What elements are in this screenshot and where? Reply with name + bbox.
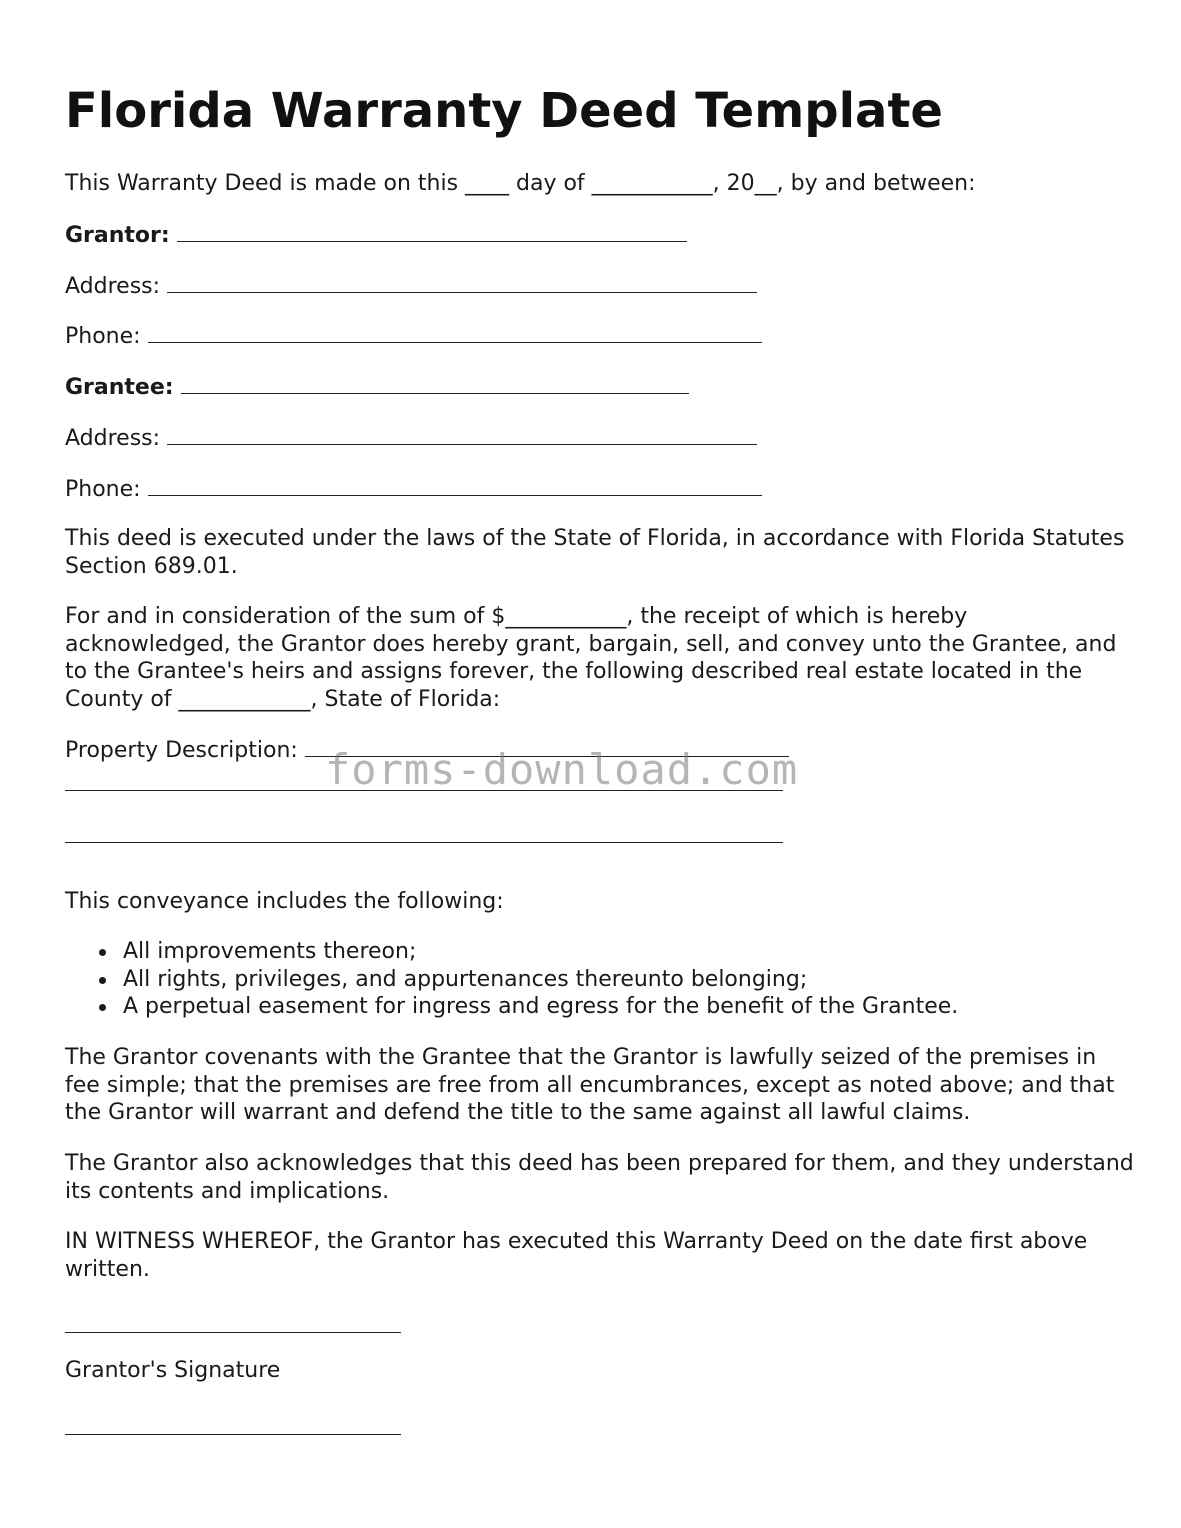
grantee-phone-field[interactable] [148, 475, 762, 496]
intro-line: This Warranty Deed is made on this ____ day of ___________, 20__, by and between: [65, 171, 976, 196]
grantee-name-field[interactable] [181, 373, 689, 394]
grantor-address-label: Address: [65, 274, 161, 299]
acknowledgment-paragraph: The Grantor also acknowledges that this deed has been prepared for them, and they understand its contents and implications. [65, 1151, 1134, 1204]
grantor-signature-field[interactable] [65, 1332, 401, 1333]
consideration-paragraph: For and in consideration of the sum of $___________, the receipt of which is hereby acknowledged, the Grantor does hereby grant, bargain, sell, and convey unto the Grantee, and to the Grantee's heirs and assigns forever, the following described real estate located in the County of ____________, State of Florida: [65, 604, 1117, 712]
bullet-icon [99, 977, 106, 984]
signature-label: Grantor's Signature [65, 1358, 281, 1383]
grantor-address-line [65, 272, 757, 301]
list-item [123, 966, 958, 994]
grantee-line [65, 373, 689, 402]
witness-paragraph: IN WITNESS WHEREOF, the Grantor has executed this Warranty Deed on the date first above written. [65, 1229, 1088, 1282]
grantee-phone-label: Phone: [65, 477, 141, 502]
conveyance-list [65, 938, 958, 1021]
grantor-address-field[interactable] [167, 272, 757, 293]
grantor-phone-line [65, 322, 762, 351]
list-item [123, 993, 958, 1021]
grantor-line [65, 221, 687, 250]
property-description-label: Property Description: [65, 738, 298, 763]
property-description-line [65, 736, 789, 765]
grantee-label: Grantee: [65, 375, 174, 400]
covenant-paragraph: The Grantor covenants with the Grantee that the Grantor is lawfully seized of the premises in fee simple; that the premises are free from all encumbrances, except as noted above; and that the Grantor will warrant and defend the title to the same against all lawful claims. [65, 1045, 1115, 1125]
list-item-text: A perpetual easement for ingress and egress for the benefit of the Grantee. [123, 994, 959, 1019]
grantor-phone-label: Phone: [65, 324, 141, 349]
laws-paragraph: This deed is executed under the laws of the State of Florida, in accordance with Florida Statutes Section 689.01. [65, 526, 1125, 579]
grantor-label: Grantor: [65, 223, 170, 248]
watermark-text: forms-download.com [325, 745, 799, 794]
list-item [123, 938, 958, 966]
bullet-icon [99, 949, 106, 956]
property-description-field-3[interactable] [65, 842, 783, 843]
list-item-text: All rights, privileges, and appurtenances thereunto belonging; [123, 966, 808, 992]
list-item-text: All improvements thereon; [123, 939, 417, 964]
property-description-field-1[interactable] [305, 736, 789, 757]
document-title: Florida Warranty Deed Template [65, 83, 943, 139]
second-signature-field[interactable] [65, 1434, 401, 1435]
grantee-phone-line [65, 475, 762, 504]
grantee-address-line [65, 424, 757, 453]
grantee-address-field[interactable] [167, 424, 757, 445]
bullet-icon [99, 1004, 106, 1011]
conveyance-intro: This conveyance includes the following: [65, 889, 504, 914]
property-description-field-2[interactable] [65, 790, 783, 791]
grantee-address-label: Address: [65, 426, 161, 451]
grantor-phone-field[interactable] [148, 322, 762, 343]
grantor-name-field[interactable] [177, 221, 687, 242]
